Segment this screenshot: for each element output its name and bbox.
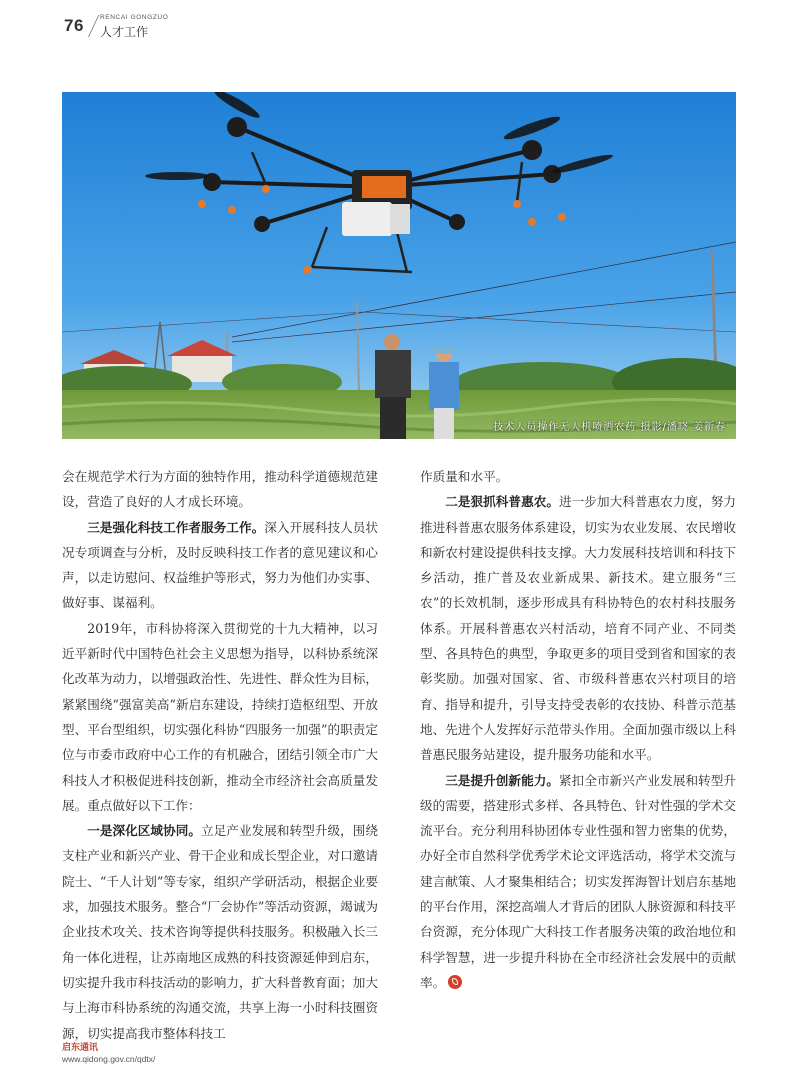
paragraph-lead: 一是深化区域协同。 <box>87 823 202 839</box>
page-number: 76 <box>64 16 84 35</box>
paragraph: 三是强化科技工作者服务工作。深入开展科技人员状况专项调查与分析，及时反映科技工作者的意见建议和心声，以走访慰问、权益维护等形式，努力为他们办实事、做好事、谋福利。 <box>62 519 379 611</box>
paragraph: 三是提升创新能力。紧扣全市新兴产业发展和转型升级的需要，搭建形式多样、各具特色、针对性强的学术交流平台。充分利用科协团体专业性强和智力密集的优势，办好全市自然科学优秀学术论文评选活动，将学术交流与建言献策、人才聚集相结合；切实发挥海智计划启东基地的平台作用，深挖高端人才背后的团队人脉资源和科技平台资源，充分体现广大科技工作者服务决策的政治地位和科学智慧，进一步提升科协在全市经济社会发展中的贡献率。 <box>420 772 737 990</box>
paragraph: 一是深化区域协同。立足产业发展和转型升级，围绕支柱产业和新兴产业、骨干企业和成长型企业，对口邀请院士、“千人计划”等专家，组织产学研活动，根据企业要求，加强技术服务。整合“厂会协作”等活动资源，竭诚为企业技术攻关、技术咨询等提供科技服务。积极融入长三角一体化进程，让苏南地区成熟的科技资源延伸到启东，切实提升我市科技活动的影响力，扩大科普教育面；加大与上海市科协系统的沟通交流，共享上海一小时科技圈资源，切实提高我市整体科技工 <box>62 823 379 1041</box>
article-end-icon <box>448 975 462 989</box>
paragraph: 会在规范学术行为方面的独特作用，推动科学道德规范建设，营造了良好的人才成长环境。 <box>62 469 378 510</box>
drone-illustration <box>62 92 736 439</box>
left-column <box>62 464 378 1046</box>
section-title-cn: 人才工作 <box>100 25 149 39</box>
paragraph: 作质量和水平。 <box>420 469 509 484</box>
paragraph-lead: 二是狠抓科普惠农。 <box>445 494 560 510</box>
page-footer <box>62 1040 155 1064</box>
page-header <box>64 14 264 42</box>
paragraph: 2019年，市科协将深入贯彻党的十九大精神，以习近平新时代中国特色社会主义思想为指导，以科协系统深化改革为动力，以增强政治性、先进性、群众性为目标，紧紧围绕“强富美高”新启东建设，持续打造枢纽型、开放型、平台型组织，切实强化科协“四服务一加强”的职责定位与市委市政府中心工作的有机融合，团结引领全市广大科技人才积极促进科技创新，推动全市经济社会高质量发展。重点做好以下工作： <box>62 620 378 813</box>
paragraph-lead: 三是提升创新能力。 <box>445 772 560 788</box>
magazine-brand: 启东通讯 <box>62 1043 99 1053</box>
paragraph-lead: 三是强化科技工作者服务工作。 <box>87 519 265 535</box>
photo-caption: 技术人员操作无人机喷洒农药 摄影/潘晓 姜新春 <box>493 422 726 433</box>
magazine-url: www.qidong.gov.cn/qdtx/ <box>62 1054 156 1064</box>
paragraph: 二是狠抓科普惠农。进一步加大科普惠农力度，努力推进科普惠农服务体系建设，切实为农业发展、农民增收和新农村建设提供科技支撑。大力发展科技培训和科技下乡活动，推广普及农业新成果、新技术。建立服务“三农”的长效机制，逐步形成具有科协特色的农村科技服务体系。开展科普惠农兴村活动，培育不同产业、不同类型、各具特色的典型，争取更多的项目受到省和国家的表彰奖励。加强对国家、省、市级科普惠农兴村项目的培育、指导和提升，引导支持受表彰的农技协、科普示范基地、先进个人发挥好示范带头作用。全面加强市级以上科普惠民服务站建设，提升服务功能和水平。 <box>420 494 737 763</box>
drone-photo <box>62 92 736 439</box>
section-title-en: RENCAI GONGZUO <box>100 14 169 21</box>
right-column <box>420 464 736 995</box>
